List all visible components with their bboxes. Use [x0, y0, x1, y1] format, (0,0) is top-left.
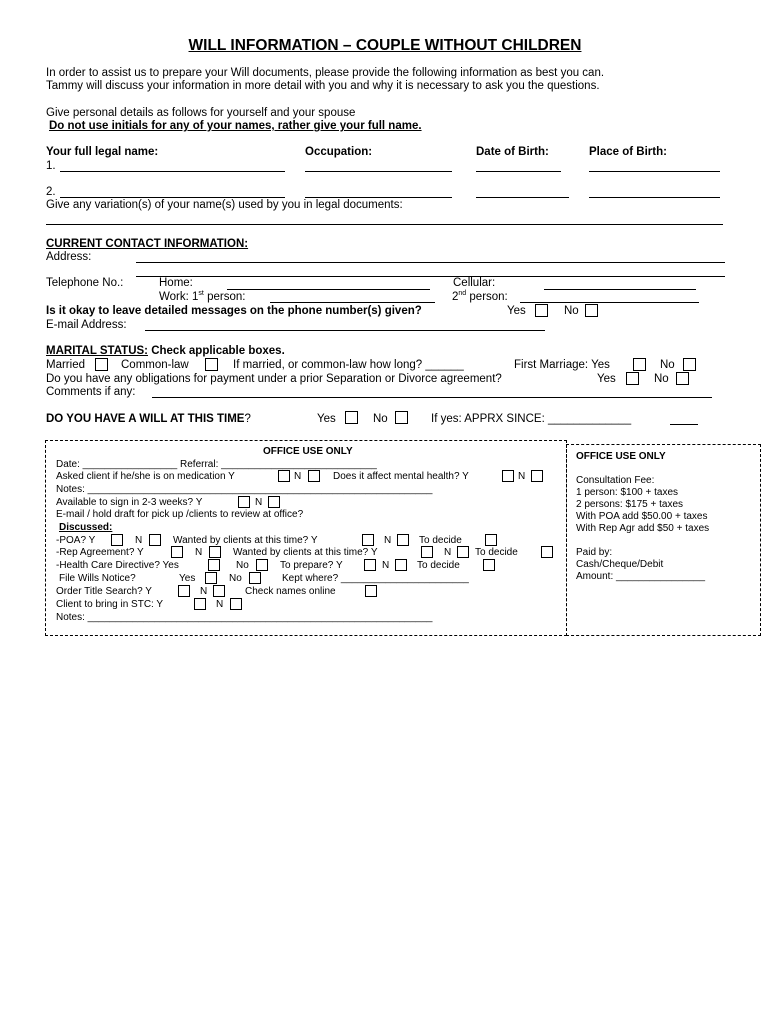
first-marriage-no-label: No — [660, 359, 675, 371]
intro-line-1: In order to assist us to prepare your Will documents, please provide the following information as best you can. — [46, 67, 605, 79]
mental-health-question: Does it affect mental health? Y — [333, 471, 469, 482]
fee-with-poa: With POA add $50.00 + taxes — [576, 511, 708, 522]
home-phone-field[interactable] — [227, 289, 430, 290]
client-bring-stc-n-label: N — [216, 599, 224, 610]
poa-n-checkbox[interactable] — [149, 534, 161, 546]
order-title-search-n-checkbox[interactable] — [213, 585, 225, 597]
health-care-directive-yes-checkbox[interactable] — [208, 559, 220, 571]
obligations-no-checkbox[interactable] — [676, 372, 689, 385]
medication-question: Asked client if he/she is on medication Y — [56, 471, 235, 482]
hold-draft-question: E-mail / hold draft for pick up /clients to review at office? — [56, 509, 304, 520]
home-phone-label: Home: — [159, 277, 193, 289]
rep-agreement-n-checkbox[interactable] — [209, 546, 221, 558]
first-marriage-yes-checkbox[interactable] — [633, 358, 646, 371]
health-care-directive-label: -Health Care Directive? Yes — [56, 560, 179, 571]
order-title-search-n-label: N — [200, 586, 208, 597]
poa-wanted-label: Wanted by clients at this time? Y — [173, 535, 318, 546]
office-notes-1: Notes: ______________________________________________________________ — [56, 484, 433, 495]
medication-y-checkbox[interactable] — [278, 470, 290, 482]
address-label: Address: — [46, 251, 92, 263]
marital-heading: MARITAL STATUS: Check applicable boxes. — [46, 345, 285, 357]
discussed-heading: Discussed: — [59, 522, 113, 533]
poa-wanted-n-checkbox[interactable] — [397, 534, 409, 546]
col-full-legal-name: Your full legal name: — [46, 146, 159, 158]
check-names-online-checkbox[interactable] — [365, 585, 377, 597]
client-bring-stc-label: Client to bring in STC: Y — [56, 599, 164, 610]
messages-yes-checkbox[interactable] — [535, 304, 548, 317]
rep-wanted-n-checkbox[interactable] — [457, 546, 469, 558]
rep-agreement-y-checkbox[interactable] — [171, 546, 183, 558]
row-2-number: 2. — [46, 186, 56, 198]
fee-one-person: 1 person: $100 + taxes — [576, 487, 679, 498]
to-prepare-y-checkbox[interactable] — [364, 559, 376, 571]
will-no-checkbox[interactable] — [395, 411, 408, 424]
will-since-field[interactable] — [670, 424, 698, 425]
messages-no-label: No — [564, 305, 579, 317]
office-use-right-box — [566, 444, 761, 636]
health-care-directive-no-label: No — [236, 560, 249, 571]
cellular-field[interactable] — [544, 289, 696, 290]
rep-to-decide-checkbox[interactable] — [541, 546, 553, 558]
poa-to-decide-label: To decide — [419, 535, 462, 546]
comments-label: Comments if any: — [46, 386, 136, 398]
col-occupation: Occupation: — [305, 146, 373, 158]
will-yes-checkbox[interactable] — [345, 411, 358, 424]
person-2-occupation-field[interactable] — [305, 197, 452, 198]
person-2-pob-field[interactable] — [589, 197, 720, 198]
full-name-warning: Do not use initials for any of your names, rather give your full name. — [49, 120, 422, 132]
mental-health-y-checkbox[interactable] — [502, 470, 514, 482]
contact-heading: CURRENT CONTACT INFORMATION: — [46, 238, 249, 250]
rep-to-decide-label: To decide — [475, 547, 518, 558]
messages-yes-label: Yes — [507, 305, 526, 317]
order-title-search-label: Order Title Search? Y — [56, 586, 152, 597]
person-1-pob-field[interactable] — [589, 171, 720, 172]
common-law-label: Common-law — [121, 359, 189, 371]
work-1st-person-field[interactable] — [270, 302, 435, 303]
first-marriage-yes-label: First Marriage: Yes — [514, 359, 610, 371]
medication-n-checkbox[interactable] — [308, 470, 320, 482]
office-date-referral: Date: _________________ Referral: ____________________________ — [56, 459, 377, 470]
poa-y-checkbox[interactable] — [111, 534, 123, 546]
available-to-sign-y-checkbox[interactable] — [238, 496, 250, 508]
comments-field[interactable] — [152, 397, 712, 398]
telephone-label: Telephone No.: — [46, 277, 124, 289]
personal-instruction: Give personal details as follows for yourself and your spouse — [46, 107, 356, 119]
rep-wanted-n-label: N — [444, 547, 452, 558]
person-1-name-field[interactable] — [60, 171, 285, 172]
common-law-checkbox[interactable] — [205, 358, 218, 371]
col-place-of-birth: Place of Birth: — [589, 146, 667, 158]
poa-wanted-y-checkbox[interactable] — [362, 534, 374, 546]
check-names-online-label: Check names online — [245, 586, 336, 597]
person-1-occupation-field[interactable] — [305, 171, 452, 172]
col-date-of-birth: Date of Birth: — [476, 146, 549, 158]
work-2nd-person-field[interactable] — [520, 302, 699, 303]
married-checkbox[interactable] — [95, 358, 108, 371]
married-label: Married — [46, 359, 85, 371]
file-wills-notice-label: File Wills Notice? — [59, 573, 136, 584]
will-no-label: No — [373, 413, 388, 425]
cellular-label: Cellular: — [453, 277, 496, 289]
medication-n-label: N — [294, 471, 302, 482]
work-2nd-person-label: 2nd person: — [452, 290, 508, 303]
will-question: DO YOU HAVE A WILL AT THIS TIME? — [46, 413, 251, 425]
amount-label: Amount: ________________ — [576, 571, 706, 582]
messages-question: Is it okay to leave detailed messages on the phone number(s) given? — [46, 305, 422, 317]
poa-n-label: N — [135, 535, 143, 546]
will-yes-label: Yes — [317, 413, 336, 425]
intro-line-2: Tammy will discuss your information in more detail with you and why it is necessary to ask you the questions. — [46, 80, 600, 92]
to-prepare-n-checkbox[interactable] — [395, 559, 407, 571]
file-wills-no-label: No — [229, 573, 242, 584]
file-wills-yes-label: Yes — [179, 573, 196, 584]
obligations-question: Do you have any obligations for payment under a prior Separation or Divorce agreement? — [46, 373, 502, 385]
available-to-sign-n-checkbox[interactable] — [268, 496, 280, 508]
hcd-to-decide-checkbox[interactable] — [483, 559, 495, 571]
row-1-number: 1. — [46, 160, 56, 172]
office-left-heading: OFFICE USE ONLY — [263, 446, 353, 457]
poa-wanted-n-label: N — [384, 535, 392, 546]
kept-where-label: Kept where? _______________________ — [282, 573, 469, 584]
email-label: E-mail Address: — [46, 319, 127, 331]
office-right-heading: OFFICE USE ONLY — [576, 451, 666, 462]
rep-agreement-n-label: N — [195, 547, 203, 558]
mental-health-n-label: N — [518, 471, 526, 482]
paid-by-label: Paid by: — [576, 547, 613, 558]
rep-agreement-label: -Rep Agreement? Y — [56, 547, 144, 558]
health-care-directive-no-checkbox[interactable] — [256, 559, 268, 571]
to-prepare-n-label: N — [382, 560, 390, 571]
work-1st-person-label: Work: 1st person: — [159, 290, 246, 303]
messages-no-checkbox[interactable] — [585, 304, 598, 317]
fee-two-persons: 2 persons: $175 + taxes — [576, 499, 684, 510]
person-1-dob-field[interactable] — [476, 171, 561, 172]
order-title-search-y-checkbox[interactable] — [178, 585, 190, 597]
poa-to-decide-checkbox[interactable] — [485, 534, 497, 546]
person-2-name-field[interactable] — [60, 197, 285, 198]
obligations-yes-checkbox[interactable] — [626, 372, 639, 385]
email-field[interactable] — [145, 330, 545, 331]
person-2-dob-field[interactable] — [476, 197, 569, 198]
file-wills-yes-checkbox[interactable] — [205, 572, 217, 584]
name-variations-label: Give any variation(s) of your name(s) used by you in legal documents: — [46, 199, 403, 211]
rep-wanted-label: Wanted by clients at this time? Y — [233, 547, 378, 558]
client-bring-stc-n-checkbox[interactable] — [230, 598, 242, 610]
rep-wanted-y-checkbox[interactable] — [421, 546, 433, 558]
first-marriage-no-checkbox[interactable] — [683, 358, 696, 371]
obligations-yes-label: Yes — [597, 373, 616, 385]
payment-methods: Cash/Cheque/Debit — [576, 559, 664, 570]
fee-with-rep-agr: With Rep Agr add $50 + taxes — [576, 523, 710, 534]
available-to-sign-n-label: N — [255, 497, 263, 508]
page-title: WILL INFORMATION – COUPLE WITHOUT CHILDREN — [188, 37, 582, 54]
hcd-to-decide-label: To decide — [417, 560, 460, 571]
obligations-no-label: No — [654, 373, 669, 385]
address-field-1[interactable] — [136, 262, 725, 263]
file-wills-no-checkbox[interactable] — [249, 572, 261, 584]
office-notes-2: Notes: ______________________________________________________________ — [56, 612, 433, 623]
address-field-2[interactable] — [136, 276, 725, 277]
mental-health-n-checkbox[interactable] — [531, 470, 543, 482]
consultation-fee-label: Consultation Fee: — [576, 475, 655, 486]
name-variations-field[interactable] — [46, 224, 723, 225]
client-bring-stc-y-checkbox[interactable] — [194, 598, 206, 610]
available-to-sign-question: Available to sign in 2-3 weeks? Y — [56, 497, 203, 508]
will-since-label: If yes: APPRX SINCE: _____________ — [431, 413, 632, 425]
to-prepare-label: To prepare? Y — [280, 560, 343, 571]
poa-label: -POA? Y — [56, 535, 96, 546]
how-long-label: If married, or common-law how long? ______ — [233, 359, 464, 371]
